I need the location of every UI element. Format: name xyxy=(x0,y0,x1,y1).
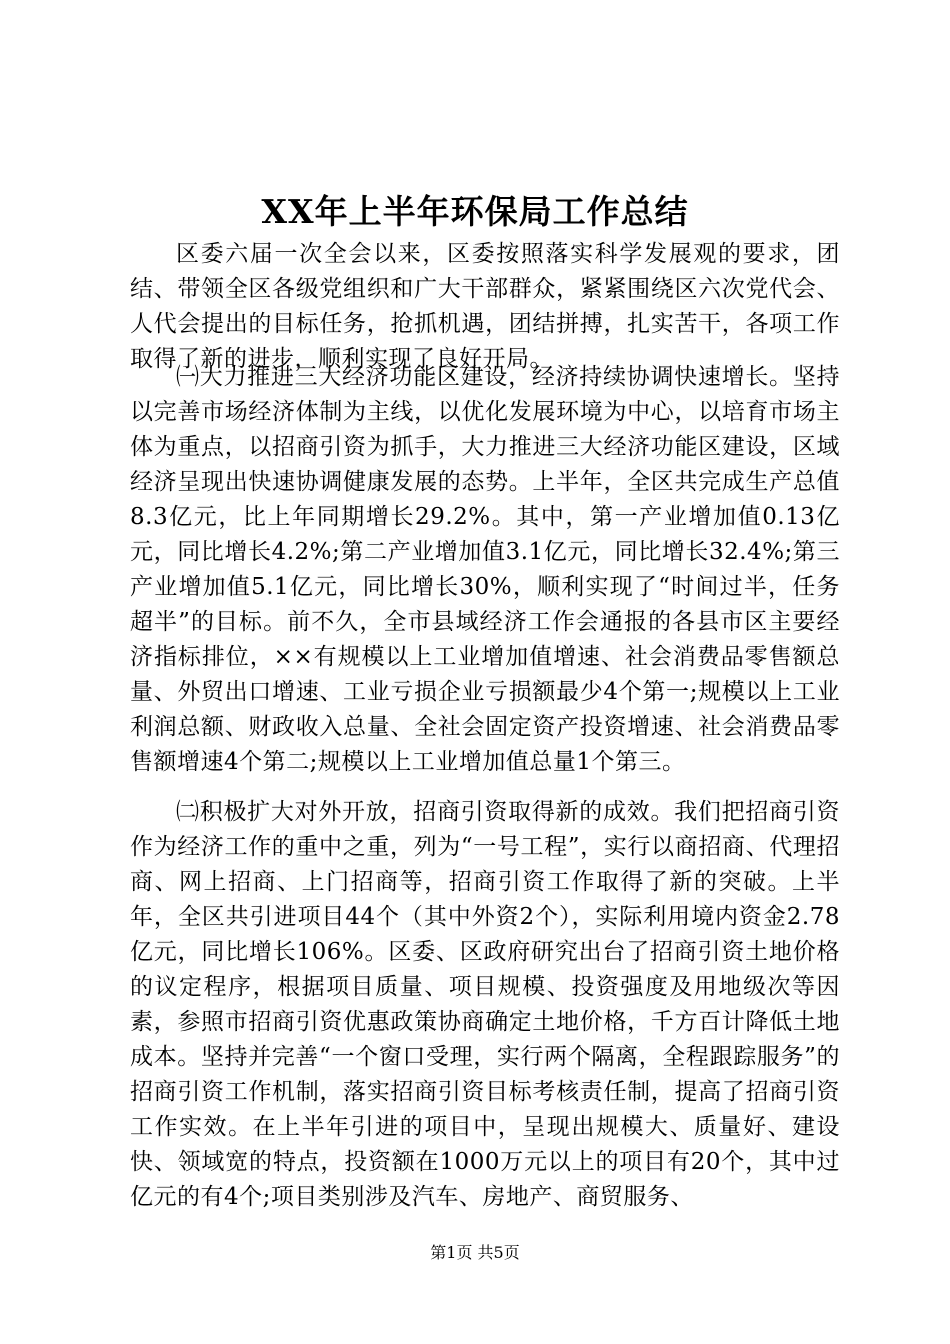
paragraph-text: 区委六届一次全会以来，区委按照落实科学发展观的要求，团结、带领全区各级党组织和广大干部群众，紧紧围绕区六次党代会、人代会提出的目标任务，抢抓机遇，团结拼搏，扎实苦干，各项工作取得了新的进步，顺利实现了良好开局。 xyxy=(130,241,840,372)
paragraph-intro xyxy=(130,237,840,377)
page-footer: 第1页 共5页 xyxy=(430,1243,520,1262)
document-title: XX年上半年环保局工作总结 xyxy=(261,192,689,231)
paragraph-text: ㈠大力推进三大经济功能区建设，经济持续协调快速增长。坚持以完善市场经济体制为主线，以优化发展环境为中心，以培育市场主体为重点，以招商引资为抓手，大力推进三大经济功能区建设，区域经济呈现出快速协调健康发展的态势。上半年，全区共完成生产总值8.3亿元，比上年同期增长29.2%。其中，第一产业增加值0.13亿元，同比增长4.2%;第二产业增加值3.1亿元，同比增长32.4%;第三产业增加值5.1亿元，同比增长30%，顺利实现了“时间过半，任务超半”的目标。前不久，全市县域经济工作会通报的各县市区主要经济指标排位，××有规模以上工业增加值增速、社会消费品零售额总量、外贸出口增速、工业亏损企业亏损额最少4个第一;规模以上工业利润总额、财政收入总量、全社会固定资产投资增速、社会消费品零售额增速4个第二;规模以上工业增加值总量1个第三。 xyxy=(130,364,840,775)
paragraph-economy xyxy=(130,360,840,780)
paragraph-investment xyxy=(130,795,840,1215)
paragraph-text: ㈡积极扩大对外开放，招商引资取得新的成效。我们把招商引资作为经济工作的重中之重，列为“一号工程”，实行以商招商、代理招商、网上招商、上门招商等，招商引资工作取得了新的突破。上半年，全区共引进项目44个（其中外资2个），实际利用境内资金2.78亿元，同比增长106%。区委、区政府研究出台了招商引资土地价格的议定程序，根据项目质量、项目规模、投资强度及用地级次等因素，参照市招商引资优惠政策协商确定土地价格，千方百计降低土地成本。坚持并完善“一个窗口受理，实行两个隔离，全程跟踪服务”的招商引资工作机制，落实招商引资目标考核责任制，提高了招商引资工作实效。在上半年引进的项目中，呈现出规模大、质量好、建设快、领域宽的特点，投资额在1000万元以上的项目有20个，其中过亿元的有4个;项目类别涉及汽车、房地产、商贸服务、 xyxy=(130,799,840,1210)
